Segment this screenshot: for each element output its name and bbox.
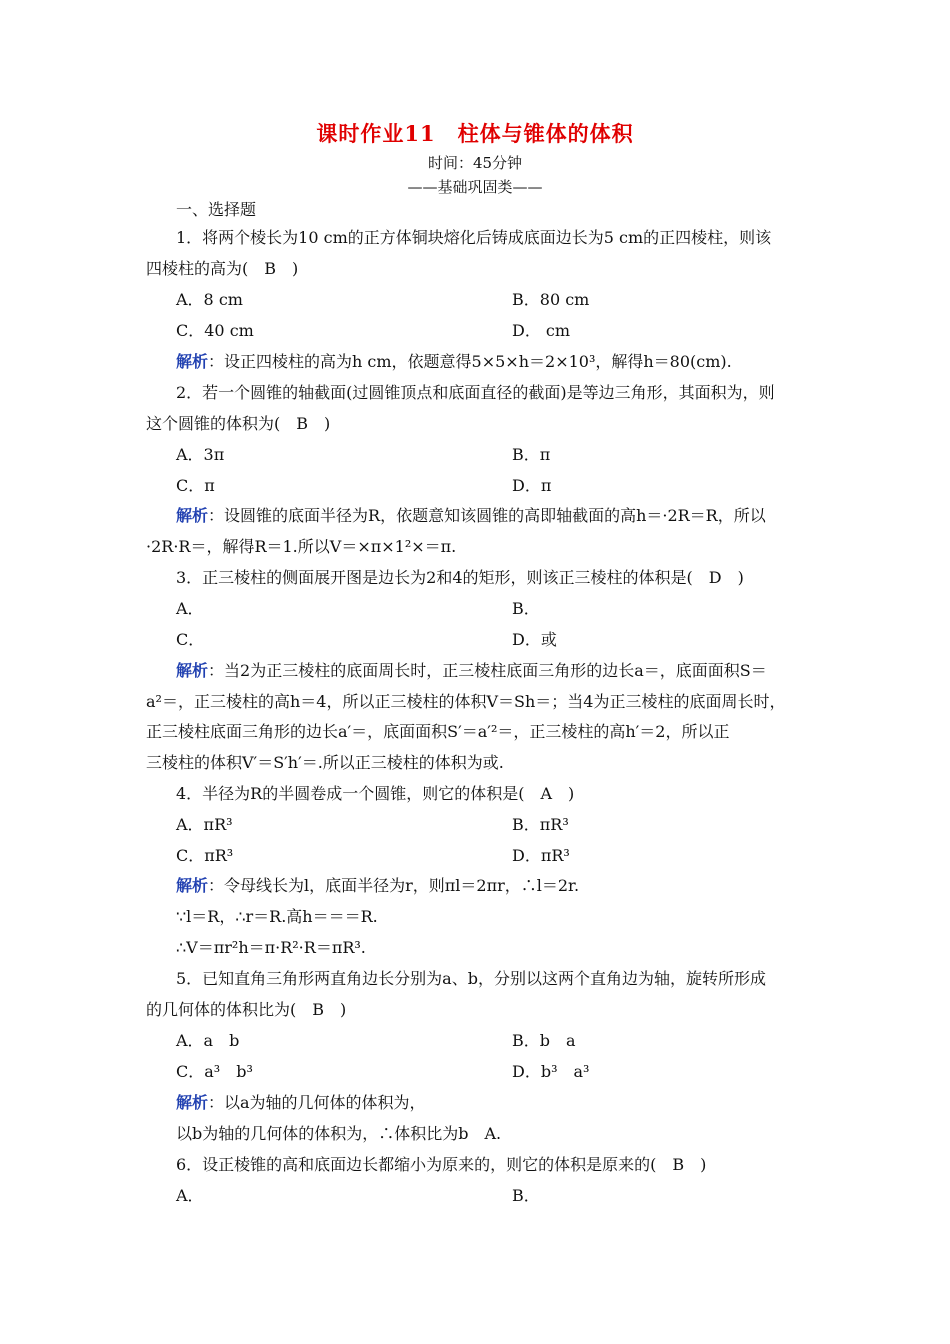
line-text: C．a³ b³	[176, 1062, 253, 1081]
line-text: 5．已知直角三角形两直角边长分别为a、b，分别以这两个直角边为轴，旋转所形成	[176, 969, 766, 988]
line-text: ·2R·R＝，解得R＝1.所以V＝×π×1²×＝π.	[146, 537, 457, 556]
line-text: C．π	[176, 476, 215, 495]
analysis-label: 解析	[176, 352, 209, 371]
line-text: C．40 cm	[176, 321, 254, 340]
line-text: D．πR³	[512, 846, 570, 865]
text-line	[512, 599, 540, 619]
line-text: 1．将两个棱长为10 cm的正方体铜块熔化后铸成底面边长为5 cm的正四棱柱，则该	[176, 228, 772, 247]
section-subheading: ——基础巩固类——	[407, 178, 543, 196]
text-line	[176, 321, 254, 341]
time-limit: 时间：45分钟	[427, 154, 523, 172]
text-line	[146, 259, 298, 279]
analysis-label: 解析	[176, 876, 209, 895]
line-text: ∴V＝πr²h＝π·R²·R＝πR³.	[176, 938, 366, 957]
line-text: D．π	[512, 476, 552, 495]
line-text: D．b³ a³	[512, 1062, 590, 1081]
analysis-line	[176, 352, 732, 372]
text-line	[176, 476, 215, 496]
text-line	[512, 1031, 576, 1051]
line-text: A．8 cm	[176, 290, 243, 309]
line-text: 3．正三棱柱的侧面展开图是边长为2和4的矩形，则该正三棱柱的体积是( D )	[176, 568, 744, 587]
text-line	[146, 722, 729, 742]
text-line	[146, 753, 504, 773]
text-line	[176, 1124, 501, 1144]
text-line	[176, 784, 574, 804]
analysis-line	[176, 506, 766, 526]
text-line	[176, 907, 378, 927]
line-text: A．	[176, 1186, 204, 1205]
text-line	[176, 1186, 204, 1206]
line-text: C．	[176, 630, 205, 649]
line-text: 四棱柱的高为( B )	[146, 259, 299, 278]
line-text: B．πR³	[512, 815, 569, 834]
line-text: B．80 cm	[512, 290, 590, 309]
line-text: A．3π	[176, 445, 225, 464]
line-text: B．	[512, 1186, 540, 1205]
analysis-line	[176, 876, 579, 896]
text-line	[176, 383, 775, 403]
line-text: D． cm	[512, 321, 571, 340]
text-line	[176, 938, 366, 958]
text-line	[512, 321, 570, 341]
line-text: B．π	[512, 445, 551, 464]
section-title: 一、选择题	[176, 200, 257, 219]
text-line	[176, 969, 766, 989]
line-text: 以b为轴的几何体的体积为，∴体积比为b A.	[176, 1124, 502, 1143]
text-line	[146, 414, 330, 434]
line-text: a²＝，正三棱柱的高h＝4，所以正三棱柱的体积V＝Sh＝；当4为正三棱柱的底面周长时，	[146, 692, 786, 711]
text-line	[512, 476, 551, 496]
text-line	[176, 630, 204, 650]
line-text: B．	[512, 599, 540, 618]
line-text: ∵l＝R，∴r＝R.高h＝＝＝R.	[176, 907, 378, 926]
text-line	[176, 846, 233, 866]
line-text: 正三棱柱底面三角形的边长a′＝，底面面积S′＝a′²＝，正三棱柱的高h′＝2，所以正	[146, 722, 730, 741]
text-line	[146, 692, 785, 712]
analysis-label: 解析	[176, 1093, 209, 1112]
text-line	[146, 537, 456, 557]
text-line	[176, 815, 233, 835]
line-text: ：设圆锥的底面半径为R，依题意知该圆锥的高即轴截面的高h＝·2R＝R，所以	[208, 506, 766, 525]
analysis-label: 解析	[176, 661, 209, 680]
line-text: 这个圆锥的体积为( B )	[146, 414, 331, 433]
line-text: 三棱柱的体积V′＝S′h′＝.所以正三棱柱的体积为或.	[146, 753, 504, 772]
line-text: A．πR³	[176, 815, 233, 834]
line-text: D．或	[512, 630, 557, 649]
text-line	[176, 1062, 253, 1082]
text-line	[176, 599, 204, 619]
analysis-line	[176, 1093, 426, 1113]
line-text: A．a b	[176, 1031, 240, 1050]
line-text: ：以a为轴的几何体的体积为，	[208, 1093, 426, 1112]
text-line	[176, 568, 744, 588]
text-line	[512, 1186, 540, 1206]
line-text: ：当2为正三棱柱的底面周长时，正三棱柱底面三角形的边长a＝，底面面积S＝	[208, 661, 767, 680]
text-line	[176, 228, 771, 248]
analysis-line	[176, 661, 767, 681]
analysis-label: 解析	[176, 506, 209, 525]
text-line	[176, 445, 224, 465]
line-text: 4．半径为R的半圆卷成一个圆锥，则它的体积是( A )	[176, 784, 575, 803]
text-line	[512, 846, 570, 866]
text-line	[176, 1155, 706, 1175]
text-line	[176, 1031, 239, 1051]
text-line	[512, 445, 550, 465]
line-text: A．	[176, 599, 204, 618]
line-text: C．πR³	[176, 846, 234, 865]
text-line	[512, 1062, 589, 1082]
text-line	[176, 290, 243, 310]
line-text: B．b a	[512, 1031, 576, 1050]
line-text: 2．若一个圆锥的轴截面(过圆锥顶点和底面直径的截面)是等边三角形，其面积为，则	[176, 383, 775, 402]
line-text: 6．设正棱锥的高和底面边长都缩小为原来的，则它的体积是原来的( B )	[176, 1155, 707, 1174]
line-text: 的几何体的体积比为( B )	[146, 1000, 347, 1019]
page-title: 课时作业11 柱体与锥体的体积	[316, 121, 634, 146]
text-line	[512, 290, 589, 310]
line-text: ：令母线长为l，底面半径为r，则πl＝2πr，∴l＝2r.	[208, 876, 580, 895]
text-line	[512, 815, 569, 835]
text-line	[512, 630, 557, 650]
line-text: ：设正四棱柱的高为h cm，依题意得5×5×h＝2×10³，解得h＝80(cm).	[208, 352, 732, 371]
text-line	[146, 1000, 346, 1020]
